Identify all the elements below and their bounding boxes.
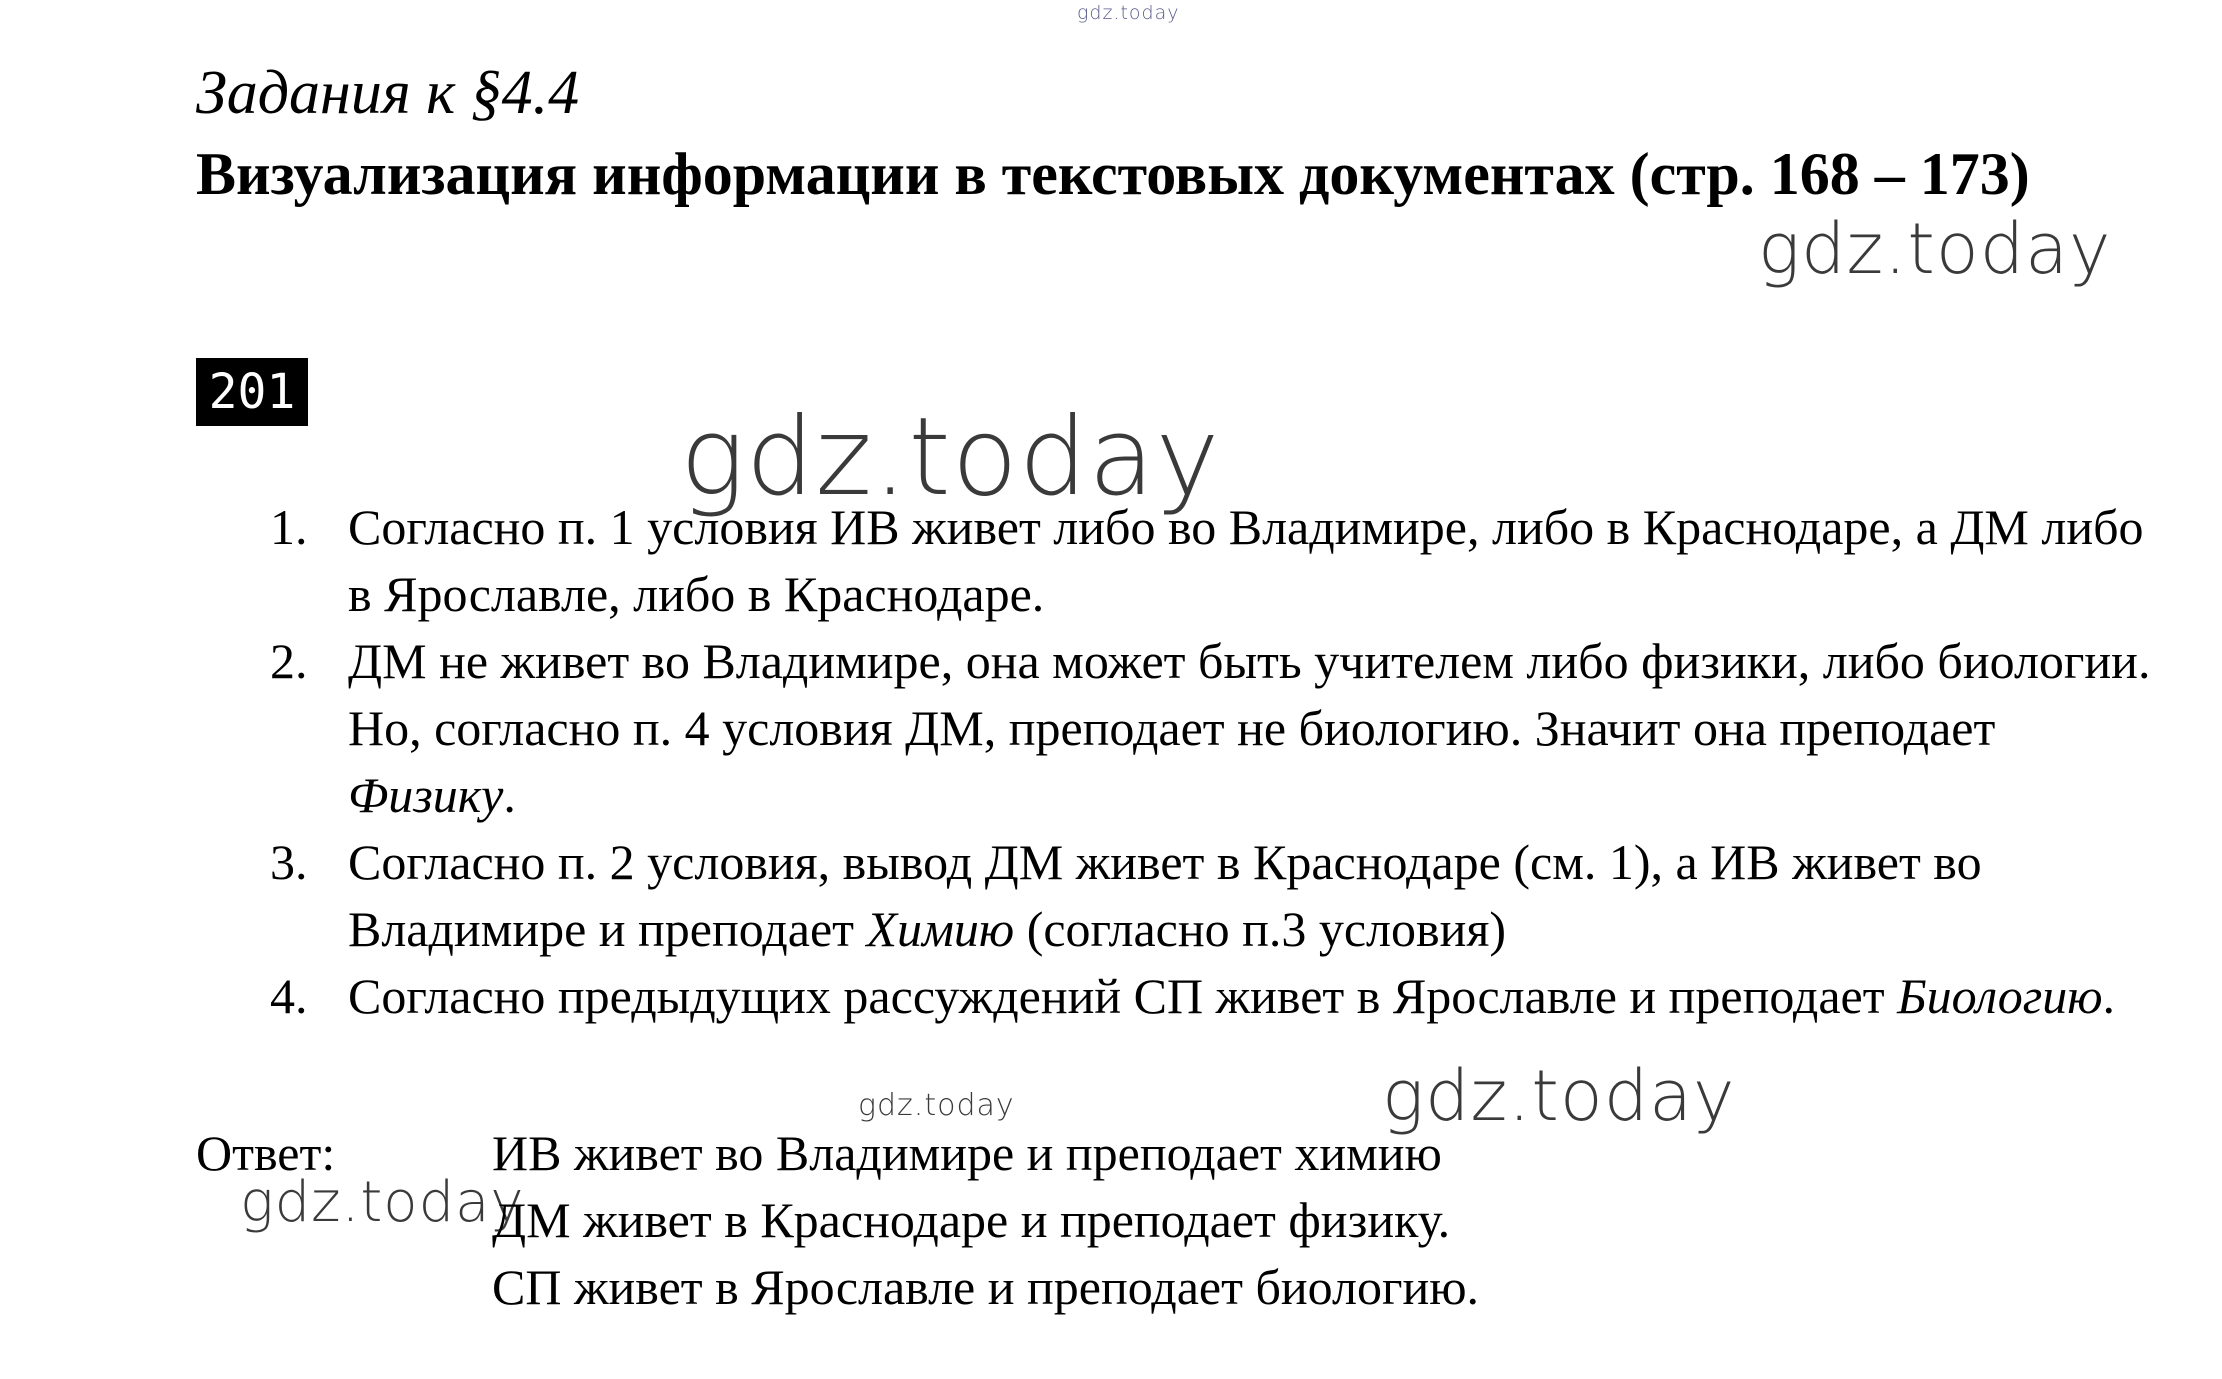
solution-list xyxy=(270,494,2170,1030)
list-item xyxy=(270,963,2170,1030)
watermark: gdz.today xyxy=(1382,1055,1736,1137)
answer-line: ИВ живет во Владимире и преподает химию xyxy=(492,1125,1442,1181)
item-text: ДМ не живет во Владимире, она может быть учителем либо физики, либо биологии. Но, согласно п. 4 условия ДМ, преподает не биологию. Значит она преподает Физику. xyxy=(348,633,2151,823)
section-title: Визуализация информации в текстовых документах (стр. 168 – 173) xyxy=(196,141,2030,207)
item-number: 4. xyxy=(270,968,308,1024)
answer-line: СП живет в Ярославле и преподает биологию. xyxy=(492,1259,1480,1315)
answer-line: ДМ живет в Краснодаре и преподает физику. xyxy=(492,1192,1451,1248)
watermark: gdz.today xyxy=(240,1170,525,1235)
item-text: Согласно п. 2 условия, вывод ДМ живет в Краснодаре (см. 1), а ИВ живет во Владимире и преподает Химию (согласно п.3 условия) xyxy=(348,834,1982,957)
watermark-top: gdz.today xyxy=(1077,2,1180,24)
section-subtitle: Задания к §4.4 xyxy=(196,59,580,127)
list-item xyxy=(270,628,2170,829)
task-number-badge: 201 xyxy=(196,358,308,426)
answer-label: Ответ: xyxy=(196,1125,336,1181)
watermark: gdz.today xyxy=(858,1088,1015,1123)
list-item xyxy=(270,494,2170,628)
answer-lines xyxy=(492,1120,1479,1321)
item-text: Согласно предыдущих рассуждений СП живет в Ярославле и преподает Биологию. xyxy=(348,968,2116,1024)
item-number: 1. xyxy=(270,499,308,555)
watermark: gdz.today xyxy=(680,395,1221,520)
item-text: Согласно п. 1 условия ИВ живет либо во Владимире, либо в Краснодаре, а ДМ либо в Ярославле, либо в Краснодаре. xyxy=(348,499,2144,622)
watermark: gdz.today xyxy=(1758,208,2112,290)
item-number: 2. xyxy=(270,633,308,689)
list-item xyxy=(270,829,2170,963)
item-number: 3. xyxy=(270,834,308,890)
